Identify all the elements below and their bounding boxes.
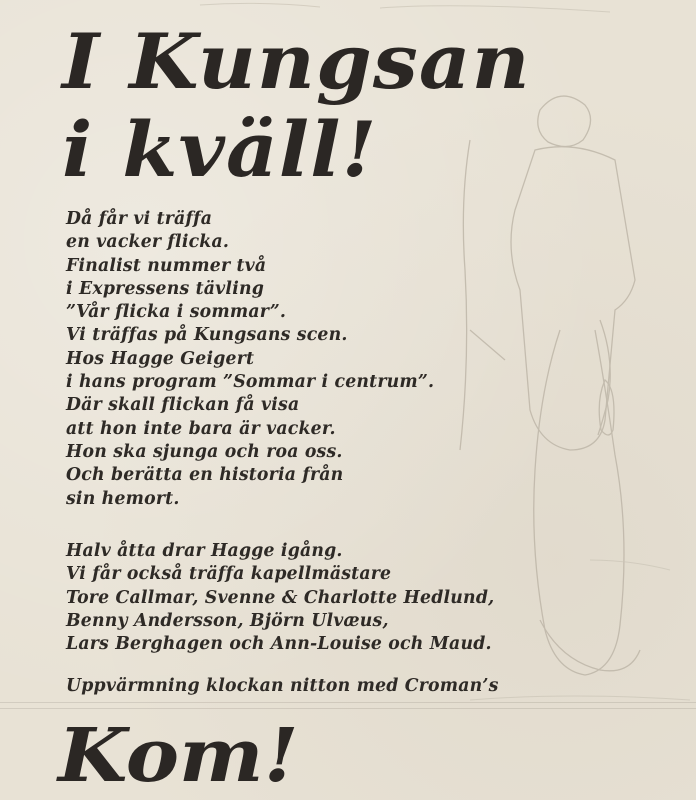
faint-rule [0, 708, 696, 709]
call-to-action: Kom! [58, 713, 299, 799]
text-line: Hon ska sjunga och roa oss. [66, 441, 343, 462]
paragraph-3 [66, 675, 526, 698]
text-line: Benny Andersson, Björn Ulvæus, [66, 610, 389, 631]
text-line: Vi får också träffa kapellmästare [66, 564, 392, 585]
text-line: Vi träffas på Kungsans scen. [66, 325, 348, 346]
text-line: Tore Callmar, Svenne & Charlotte Hedlund, [66, 587, 495, 608]
text-line: Då får vi träffa [66, 209, 213, 229]
text-line: ”Vår flicka i sommar”. [66, 302, 287, 323]
text-line: Och berätta en historia från [66, 465, 344, 486]
text-line: i hans program ”Sommar i centrum”. [66, 372, 435, 393]
text-line: Där skall flickan få visa [66, 395, 300, 416]
text-line: Halv åtta drar Hagge igång. [66, 541, 343, 561]
text-line: Finalist nummer två [66, 255, 267, 276]
text-line: Lars Berghagen och Ann-Louise och Maud. [66, 634, 492, 655]
text-line: sin hemort. [66, 488, 180, 509]
text-line: en vacker flicka. [66, 232, 230, 253]
headline-line-1: I Kungsan [62, 17, 531, 106]
text-line: i Expressens tävling [66, 278, 265, 299]
headline [62, 18, 531, 194]
paragraph-2 [66, 540, 526, 656]
headline-line-2: i kväll! [62, 105, 378, 194]
text-line: Uppvärmning klockan nitton med Croman’s [66, 676, 499, 696]
text-line: att hon inte bara är vacker. [66, 418, 336, 439]
faint-rule [0, 702, 696, 703]
text-line: Hos Hagge Geigert [66, 348, 255, 369]
paragraph-1 [66, 208, 526, 511]
